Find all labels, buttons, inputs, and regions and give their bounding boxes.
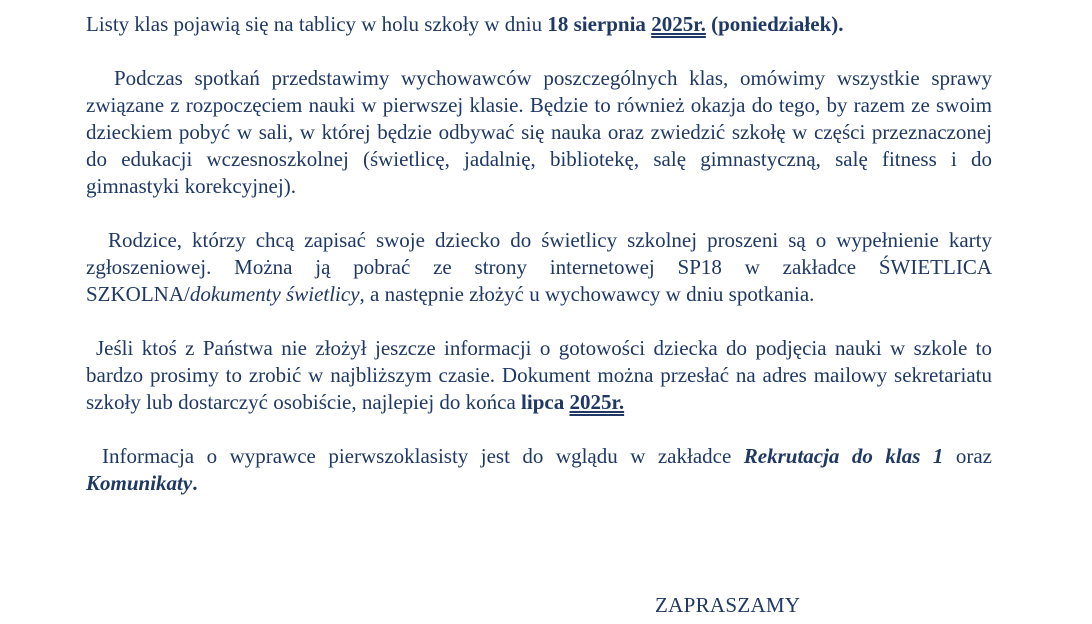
spacer xyxy=(86,416,992,443)
announcements-tab-link[interactable]: Komunikaty xyxy=(86,471,193,495)
closing-invitation: ZAPRASZAMY xyxy=(655,593,801,617)
paragraph-class-lists xyxy=(86,11,992,38)
supplies-text-1: Informacja o wyprawce pierwszoklasisty jest do wglądu w zakładce xyxy=(102,444,744,468)
class-lists-text: Listy klas pojawią się na tablicy w holu szkoły w dniu xyxy=(86,12,548,36)
year-underlined-2: 2025r. xyxy=(569,390,625,414)
spacer xyxy=(86,38,992,65)
club-text-1: Rodzice, którzy chcą zapisać swoje dziecko do świetlicy szkolnej proszeni są o wypełnienie karty zgłoszeniowej. Można ją pobrać ze strony internetowej SP18 w zakładce ŚWIETLICA SZKOLNA/ xyxy=(86,228,992,306)
spacer xyxy=(86,308,992,335)
date-bold: 18 sierpnia xyxy=(547,12,652,36)
weekday-bold: (poniedziałek). xyxy=(705,12,844,36)
meetings-text: Podczas spotkań przedstawimy wychowawców poszczególnych klas, omówimy wszystkie sprawy związane z rozpoczęciem nauki w pierwszej klasie. Będzie to również okazja do tego, by razem ze swoim dzieckiem pobyć w sali, w której będzie odbywać się nauka oraz zwiedzić szkołę w części przeznaczonej do edukacji wczesnoszkolnej (świetlicę, jadalnię, bibliotekę, salę gimnastyczną, salę fitness i do gimnastyki korekcyjnej). xyxy=(86,66,992,198)
paragraph-meetings xyxy=(86,65,992,200)
club-text-2: , a następnie złożyć u wychowawcy w dniu spotkania. xyxy=(359,282,815,306)
supplies-end: . xyxy=(192,471,198,495)
readiness-text: Jeśli ktoś z Państwa nie złożył jeszcze informacji o gotowości dziecka do podjęcia nauki w szkole to bardzo prosimy to zrobić w najbliższym czasie. Dokument można przesłać na adres mailowy sekretariatu szkoły lub dostarczyć osobiście, najlepiej do końca xyxy=(86,336,992,414)
spacer xyxy=(86,200,992,227)
club-documents-italic: dokumenty świetlicy xyxy=(189,282,360,306)
supplies-text-2: oraz xyxy=(943,444,992,468)
july-bold: lipca xyxy=(521,390,570,414)
document-body xyxy=(86,11,992,497)
paragraph-supplies xyxy=(86,443,992,497)
year-underlined: 2025r. xyxy=(651,12,706,36)
recruitment-tab-link[interactable]: Rekrutacja do klas 1 xyxy=(743,444,944,468)
paragraph-after-school-club xyxy=(86,227,992,308)
paragraph-readiness-info xyxy=(86,335,992,416)
